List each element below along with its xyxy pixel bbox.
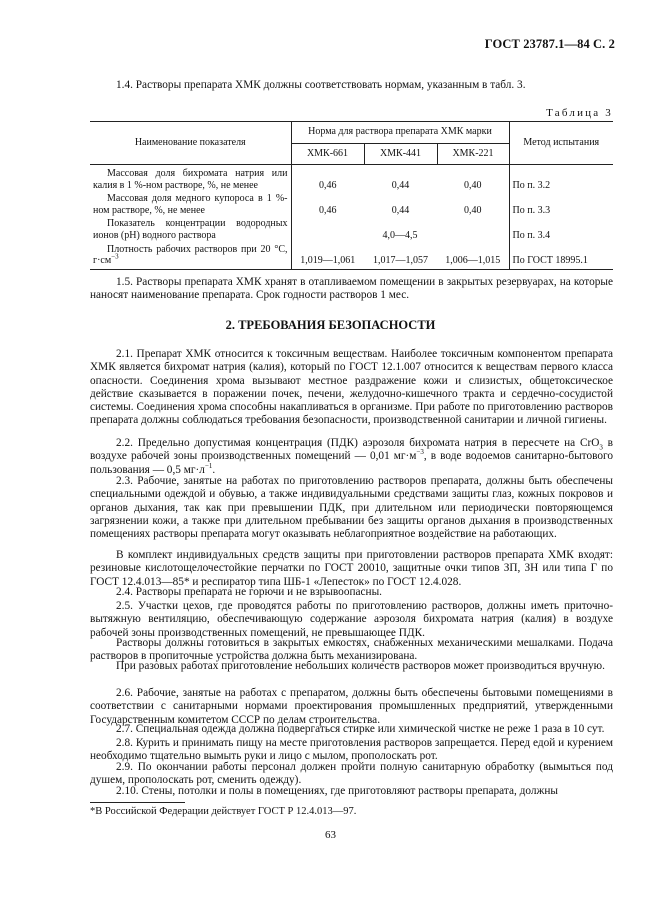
row-value-221: 1,006—1,015 bbox=[445, 255, 501, 267]
paragraph-2-5: 2.5. Участки цехов, где проводятся работы по приготовлению растворов, должны иметь приточно-вытяжную вентиляцию, обеспечивающую содержание аэрозоля бихромата натрия (калия) в воздухе рабочей зоны производственных помещений, не превышающее ПДК. bbox=[90, 600, 613, 639]
row-value-221: 0,40 bbox=[464, 204, 482, 216]
row-value-221: 0,40 bbox=[464, 179, 482, 191]
row-name-exponent: −3 bbox=[111, 252, 119, 261]
row-value-441: 1,017—1,057 bbox=[373, 255, 428, 267]
table-row bbox=[90, 216, 613, 241]
table-row bbox=[90, 165, 613, 192]
row-method: По п. 3.3 bbox=[509, 191, 613, 216]
table-caption: Таблица 3 bbox=[546, 107, 613, 119]
paragraph-2-5-b: Растворы должны готовиться в закрытых емкостях, снабженных механическими мешалками. Подача растворов в пропиточные устройства должна быть механизирована. bbox=[90, 637, 613, 663]
footnote-divider bbox=[90, 802, 185, 803]
paragraph-2-10: 2.10. Стены, потолки и полы в помещениях, где приготовляют растворы препарата, должны bbox=[116, 785, 558, 797]
paragraph-2-2 bbox=[90, 437, 613, 477]
row-name: Показатель концентрации водородных ионов (pH) водного раствора bbox=[93, 218, 288, 241]
row-name bbox=[90, 242, 291, 270]
row-value-661: 1,019—1,061 bbox=[291, 242, 364, 270]
paragraph-2-3: 2.3. Рабочие, занятые на работах по приготовлению растворов препарата, должны быть обеспечены специальными одеждой и обувью, а также индивидуальными средствами защиты глаз, кожных покровов и органов дыхания, так как при превышении ПДК, при длительном или периодически повторяющемся загрязнении кожи, а также при длительном пребывании без защиты органов дыхания в производственных помещениях растворы препарата могут оказывать неблагоприятное воздействие на работающих. bbox=[90, 475, 613, 541]
table-header-mark-221: ХМК-221 bbox=[437, 143, 509, 165]
table-header-norm: Норма для раствора препарата ХМК марки bbox=[291, 122, 509, 144]
row-method: По п. 3.4 bbox=[509, 216, 613, 241]
table-3 bbox=[90, 121, 613, 270]
paragraph-2-9: 2.9. По окончании работы персонал должен пройти полную санитарную обработку (вымыться под душем, прополоскать рот, сменить одежду). bbox=[90, 761, 613, 787]
paragraph-1-4: 1.4. Растворы препарата ХМК должны соответствовать нормам, указанным в табл. 3. bbox=[116, 79, 526, 91]
row-method: По п. 3.2 bbox=[509, 165, 613, 192]
p22-part-a: 2.2. Предельно допустимая концентрация (ПДК) аэрозоля бихромата натрия в пересчете на CrO bbox=[116, 437, 600, 449]
p22-superscript-2: −1 bbox=[204, 461, 213, 470]
row-method: По ГОСТ 18995.1 bbox=[509, 242, 613, 270]
row-value-merged: 4,0—4,5 bbox=[291, 216, 509, 241]
p22-part-c: , в воде водоемов санитарно-бытового пользования — 0,5 мг·л bbox=[90, 450, 614, 476]
p22-part-b: в воздухе рабочей зоны производственных помещений — 0,01 мг·м bbox=[90, 437, 613, 463]
row-name-main: Плотность рабочих растворов при 20 °С, г·см bbox=[93, 243, 288, 267]
table-row bbox=[90, 242, 613, 270]
page-header: ГОСТ 23787.1—84 С. 2 bbox=[484, 37, 615, 51]
paragraph-2-6: 2.6. Рабочие, занятые на работах с препаратом, должны быть обеспечены бытовыми помещениями в соответствии с санитарными нормами проектирования промышленных предприятий, утвержденными Государственным комитетом СССР по делам строительства. bbox=[90, 687, 613, 726]
p22-part-d: . bbox=[212, 463, 216, 476]
paragraph-2-1: 2.1. Препарат ХМК относится к токсичным веществам. Наиболее токсичным компонентом препарата ХМК является бихромат натрия (калия), который по ГОСТ 12.1.007 относится к веществам первого класса опасности. Соединения хрома вызывают местное раздражение кожи и слизистых, общетоксическое действие сказывается в поражении почек, печени, желудочно-кишечного тракта и сердечно-сосудистой системы. Соединения хрома способны накапливаться в организме. При работе по приготовлению растворов препарата должны соблюдаться требования безопасности, производственной санитарии и личной гигиены. bbox=[90, 348, 613, 427]
row-name: Массовая доля медного купороса в 1 %-ном растворе, %, не менее bbox=[93, 193, 288, 216]
paragraph-2-5-c: При разовых работах приготовление небольших количеств растворов может производиться вручную. bbox=[116, 660, 605, 672]
row-name: Массовая доля бихромата натрия или калия в 1 %-ном растворе, %, не менее bbox=[93, 168, 288, 191]
row-value-441: 0,44 bbox=[391, 204, 410, 216]
table-header-name: Наименование показателя bbox=[90, 122, 291, 165]
table-header-method: Метод испытания bbox=[509, 122, 613, 165]
section-title: 2. ТРЕБОВАНИЯ БЕЗОПАСНОСТИ bbox=[225, 318, 436, 332]
p22-superscript-1: −3 bbox=[416, 448, 424, 457]
p22-subscript: 3 bbox=[599, 443, 603, 452]
table-row bbox=[90, 191, 613, 216]
paragraph-2-8: 2.8. Курить и принимать пищу на месте приготовления растворов запрещается. Перед едой и курением необходимо тщательно вымыть руки и лицо с мылом, прополоскать рот. bbox=[90, 737, 613, 763]
table-header-mark-441: ХМК-441 bbox=[364, 143, 437, 165]
paragraph-2-4: 2.4. Растворы препарата не горючи и не взрывоопасны. bbox=[116, 586, 383, 598]
page-number: 63 bbox=[325, 829, 336, 841]
paragraph-2-3-b: В комплект индивидуальных средств защиты при приготовлении растворов препарата ХМК входят: резиновые кислотощелочестойкие перчатки по ГОСТ 20010, защитные очки типов ЗП, ЗН или типа Г по ГОСТ 12.4.013—85* и респиратор типа ШБ-1 «Лепесток» по ГОСТ 12.4.028. bbox=[90, 549, 613, 588]
table-header-mark-661: ХМК-661 bbox=[291, 143, 364, 165]
row-value-661: 0,46 bbox=[291, 165, 364, 192]
row-value-661: 0,46 bbox=[291, 191, 364, 216]
paragraph-1-5: 1.5. Растворы препарата ХМК хранят в отапливаемом помещении в закрытых резервуарах, на которые наносят наименование препарата. Срок годности растворов 1 мес. bbox=[90, 276, 613, 302]
footnote: *В Российской Федерации действует ГОСТ Р 12.4.013—97. bbox=[90, 806, 357, 817]
paragraph-2-7: 2.7. Специальная одежда должна подвергаться стирке или химической чистке не реже 1 раза в 10 сут. bbox=[116, 723, 605, 735]
row-value-441: 0,44 bbox=[391, 179, 410, 191]
